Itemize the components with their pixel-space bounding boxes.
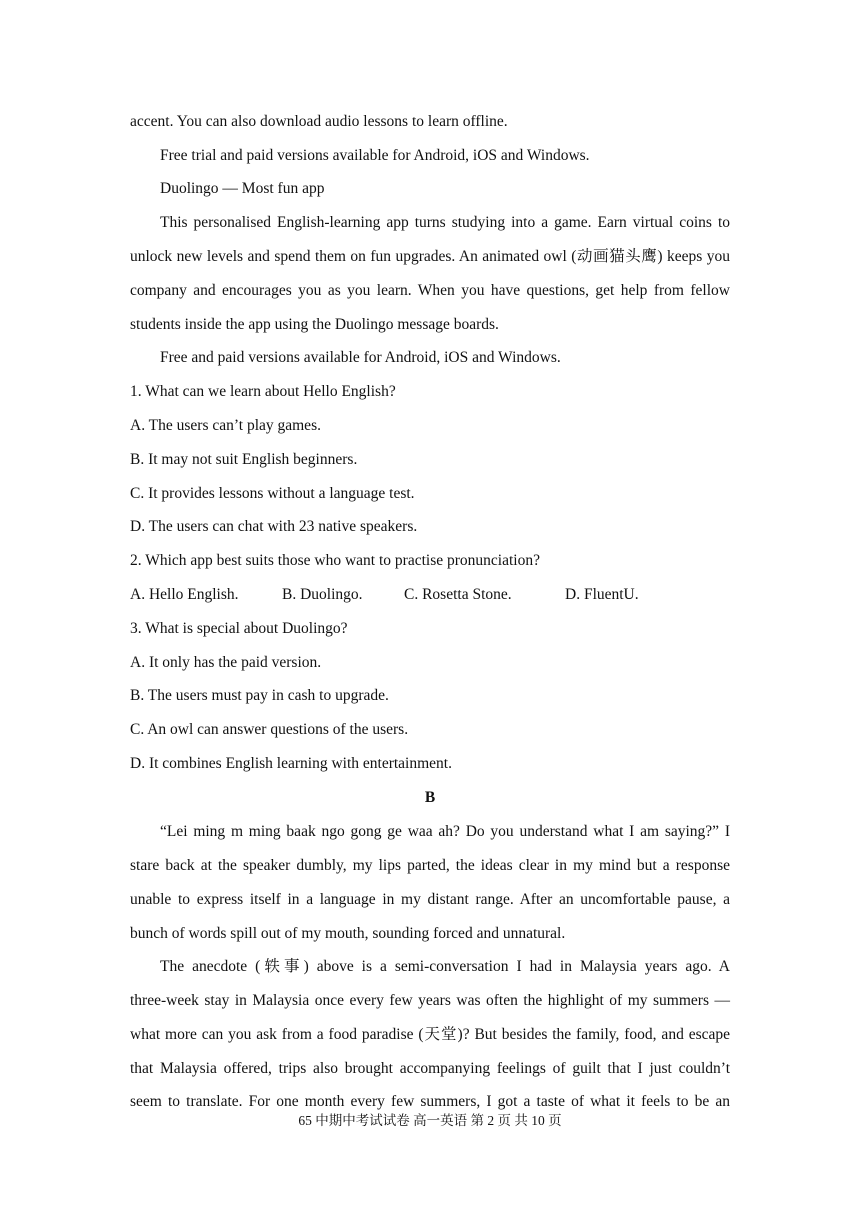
answer-option: B. Duolingo. <box>282 586 363 603</box>
passage-b-line: unable to express itself in a language in my distant range. After an uncomfortable pause, a <box>130 891 730 908</box>
passage-b-line: three-week stay in Malaysia once every few years was often the highlight of my summers — <box>130 992 730 1009</box>
answer-option: A. The users can’t play games. <box>130 417 321 434</box>
page-footer: 65 中期中考试试卷 高一英语 第 2 页 共 10 页 <box>298 1113 562 1128</box>
answer-option: C. An owl can answer questions of the users. <box>130 721 409 738</box>
answer-options-row <box>130 585 730 605</box>
question-stem: 3. What is special about Duolingo? <box>130 620 348 637</box>
passage-b-line: stare back at the speaker dumbly, my lips parted, the ideas clear in my mind but a response <box>130 857 730 874</box>
question-stem: 1. What can we learn about Hello English? <box>130 383 396 400</box>
passage-b-line: seem to translate. For one month every few summers, I got a taste of what it feels to be an <box>130 1093 730 1110</box>
passage-a-line: This personalised English-learning app turns studying into a game. Earn virtual coins to <box>160 214 730 231</box>
passage-b-line: what more can you ask from a food paradise (天堂)? But besides the family, food, and escape <box>130 1026 730 1043</box>
answer-option: C. Rosetta Stone. <box>404 586 512 603</box>
answer-option: D. FluentU. <box>565 586 639 603</box>
passage-b-line: “Lei ming m ming baak ngo gong ge waa ah? Do you understand what I am saying?” I <box>160 823 730 840</box>
passage-a-line: accent. You can also download audio lessons to learn offline. <box>130 113 508 130</box>
answer-option: C. It provides lessons without a language test. <box>130 485 415 502</box>
passage-a-line: Free and paid versions available for Android, iOS and Windows. <box>160 349 561 366</box>
passage-a-line: students inside the app using the Duolingo message boards. <box>130 316 499 333</box>
question-stem: 2. Which app best suits those who want to practise pronunciation? <box>130 552 540 569</box>
passage-b-line: bunch of words spill out of my mouth, sounding forced and unnatural. <box>130 925 566 942</box>
passage-a-line: Free trial and paid versions available for Android, iOS and Windows. <box>160 147 590 164</box>
answer-option: D. It combines English learning with entertainment. <box>130 755 452 772</box>
passage-b-line: that Malaysia offered, trips also brought accompanying feelings of guilt that I just couldn’t <box>130 1060 730 1077</box>
passage-b-heading: B <box>424 789 436 806</box>
answer-option: D. The users can chat with 23 native speakers. <box>130 518 418 535</box>
answer-option: A. Hello English. <box>130 586 239 603</box>
passage-b-line: The anecdote (轶事) above is a semi-conversation I had in Malaysia years ago. A <box>160 958 730 975</box>
answer-option: B. The users must pay in cash to upgrade. <box>130 687 389 704</box>
section-heading-duolingo: Duolingo — Most fun app <box>160 180 325 197</box>
passage-a-line: unlock new levels and spend them on fun upgrades. An animated owl (动画猫头鹰) keeps you <box>130 248 730 265</box>
passage-a-line: company and encourages you as you learn. When you have questions, get help from fellow <box>130 282 730 299</box>
answer-option: A. It only has the paid version. <box>130 654 322 671</box>
answer-option: B. It may not suit English beginners. <box>130 451 358 468</box>
